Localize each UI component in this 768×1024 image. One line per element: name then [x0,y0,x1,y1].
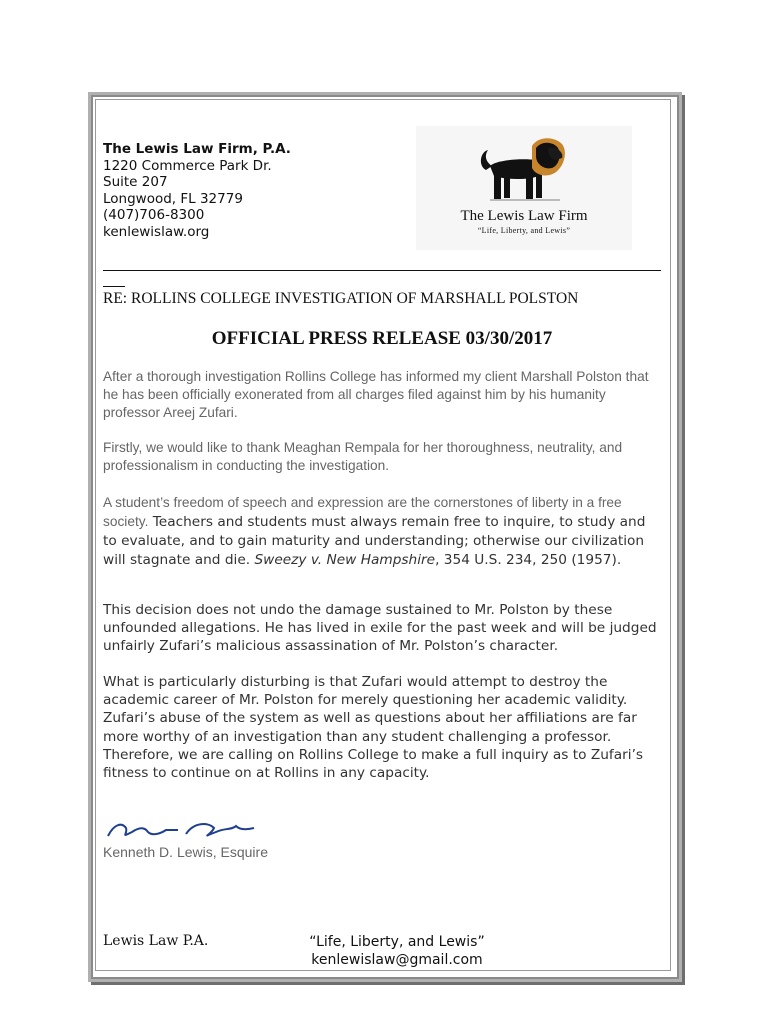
case-name: Sweezy v. New Hampshire [254,552,436,569]
paragraph-3-quote: Teachers and students must always remain free to inquire, to study and to evaluate, and to gain maturity and understanding; otherwise our civilization will stagnate and die. [103,513,646,569]
footer-slogan: “Life, Liberty, and Lewis” [309,934,485,950]
logo-title: The Lewis Law Firm [460,208,588,224]
paragraph-4: This decision does not undo the damage sustained to Mr. Polston by these unfounded allegations. He has lived in exile for the past week and will be judged unfairly Zufari’s malicious assassination of Mr. Polston’s character. [103,602,657,655]
firm-name: The Lewis Law Firm, P.A. [103,141,291,157]
city-state-zip: Longwood, FL 32779 [103,190,243,207]
short-underline [103,286,125,287]
signature-icon [104,818,264,846]
lion-icon [476,136,572,208]
signatory-name: Kenneth D. Lewis, Esquire [103,844,268,860]
address-line-2: Suite 207 [103,174,168,191]
footer-firm: Lewis Law P.A. [103,933,209,949]
letterhead-address [103,141,291,241]
subject-line: RE: ROLLINS COLLEGE INVESTIGATION OF MARSHALL POLSTON [103,290,579,307]
footer-email: kenlewislaw@gmail.com [311,952,483,968]
paragraph-3-lead: A student’s freedom of speech and expression are the cornerstones of liberty in a free society. [103,495,622,529]
paragraph-2: Firstly, we would like to thank Meaghan Rempala for her thoroughness, neutrality, and professionalism in conducting the investigation. [103,440,623,473]
release-title: OFFICIAL PRESS RELEASE 03/30/2017 [211,328,553,349]
logo-tagline: “Life, Liberty, and Lewis” [477,226,571,235]
paragraph-1: After a thorough investigation Rollins College has informed my client Marshall Polston that he has been officially exonerated from all charges filed against him by his humanity professor Areej Zufari. [103,369,649,420]
phone-number: (407)706-8300 [103,207,205,224]
address-line-1: 1220 Commerce Park Dr. [103,157,272,174]
paragraph-3 [103,493,663,569]
header-divider [103,270,661,271]
paragraph-5: What is particularly disturbing is that Zufari would attempt to destroy the academic career of Mr. Polston for merely questioning her academic validity. Zufari’s abuse of the system as well as questions about her affiliations are far more worthy of an investigation than any student challenging a professor. Therefore, we are calling on Rollins College to make a full inquiry as to Zufari’s fitness to continue on at Rollins in any capacity. [103,674,644,782]
website: kenlewislaw.org [103,223,210,240]
footer-contact [298,933,496,969]
case-citation: , 354 U.S. 234, 250 (1957). [435,552,622,569]
firm-logo [416,126,632,250]
